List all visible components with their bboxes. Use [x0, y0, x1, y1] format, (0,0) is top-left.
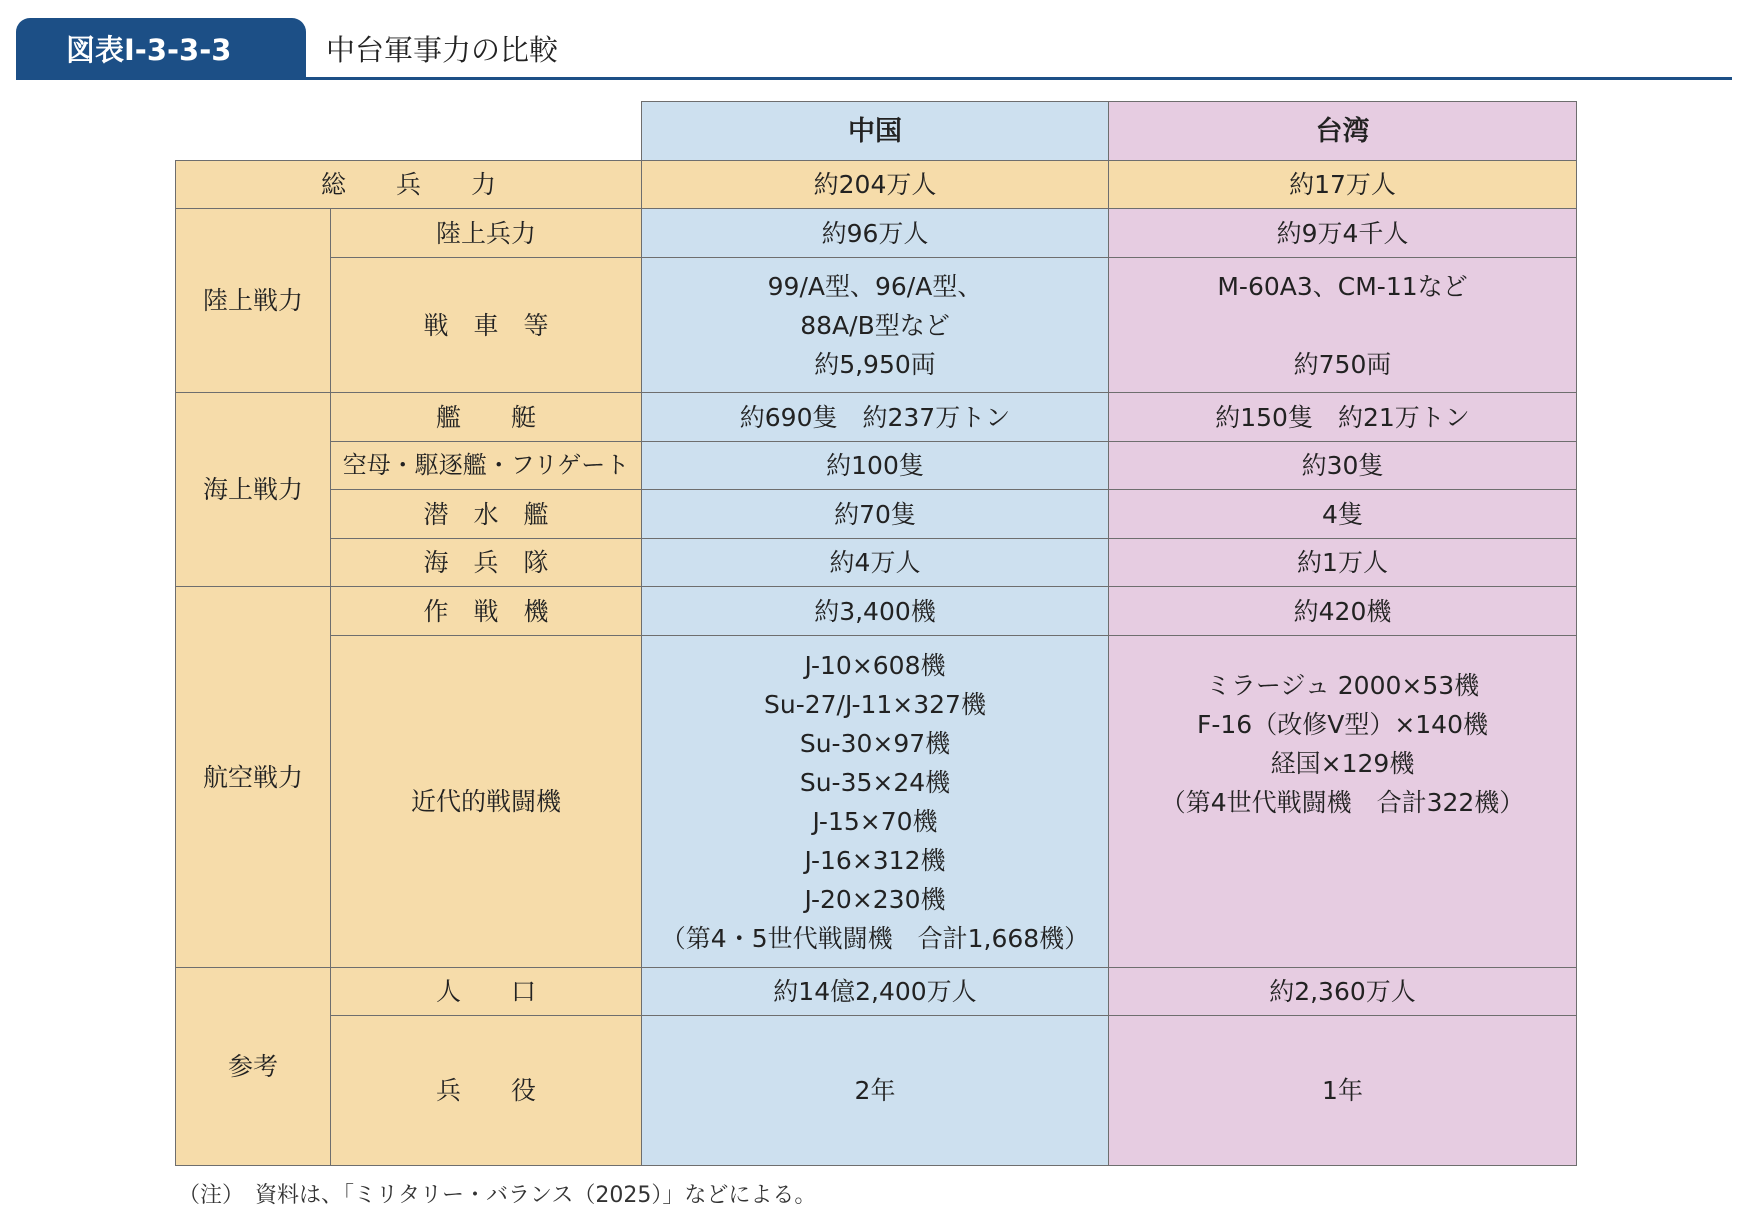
row-label-fighters: 近代的戦闘機 — [331, 636, 642, 968]
cell-marines-china: 約4万人 — [642, 539, 1109, 587]
row-label-land-troops: 陸上兵力 — [331, 209, 642, 258]
fighter-taiwan-line: ミラージュ 2000×53機 — [1205, 671, 1480, 700]
cell-total-taiwan: 約17万人 — [1109, 161, 1577, 209]
cell-marines-taiwan: 約1万人 — [1109, 539, 1577, 587]
header-rule — [16, 77, 1732, 80]
cell-carriers-china: 約100隻 — [642, 442, 1109, 490]
cell-tanks-taiwan — [1109, 258, 1577, 393]
row-label-total: 総 兵 力 — [176, 161, 642, 209]
fighter-taiwan-line: F-16（改修V型）×140機 — [1197, 710, 1488, 739]
tanks-taiwan-line: M-60A3、CM-11など — [1217, 271, 1468, 301]
cell-carriers-taiwan: 約30隻 — [1109, 442, 1577, 490]
category-air: 航空戦力 — [176, 587, 331, 968]
row-label-submarines: 潜 水 艦 — [331, 490, 642, 539]
cell-fighters-china — [642, 636, 1109, 968]
cell-fighters-taiwan — [1109, 636, 1577, 968]
row-label-vessels: 艦 艇 — [331, 393, 642, 442]
cell-submarines-taiwan: 4隻 — [1109, 490, 1577, 539]
tanks-china-line: 約5,950両 — [814, 349, 936, 379]
row-label-combat-aircraft: 作 戦 機 — [331, 587, 642, 636]
row-label-carriers: 空母・駆逐艦・フリゲート — [331, 442, 642, 490]
fighter-china-line: J-20×230機 — [804, 884, 946, 914]
cell-population-china: 約14億2,400万人 — [642, 968, 1109, 1016]
tanks-taiwan-spacer — [1109, 306, 1576, 345]
category-reference: 参考 — [176, 968, 331, 1166]
table-row — [176, 1016, 1577, 1166]
figure-header — [16, 18, 1732, 80]
cell-land-troops-taiwan: 約9万4千人 — [1109, 209, 1577, 258]
cell-combat-aircraft-china: 約3,400機 — [642, 587, 1109, 636]
fighter-china-line: Su-35×24機 — [799, 767, 951, 797]
blank-corner — [176, 102, 642, 161]
tanks-taiwan-line: 約750両 — [1293, 349, 1392, 379]
cell-tanks-china — [642, 258, 1109, 393]
comparison-table — [175, 101, 1577, 1166]
cell-population-taiwan: 約2,360万人 — [1109, 968, 1577, 1016]
fighter-taiwan-line: 経国×129機 — [1270, 749, 1415, 778]
table-row — [176, 258, 1577, 393]
fighter-taiwan-line: （第4世代戦闘機 合計322機） — [1160, 788, 1525, 817]
fighter-china-line: Su-27/J-11×327機 — [764, 689, 986, 719]
category-land: 陸上戦力 — [176, 209, 331, 393]
category-sea: 海上戦力 — [176, 393, 331, 587]
cell-land-troops-china: 約96万人 — [642, 209, 1109, 258]
cell-service-china: 2年 — [642, 1016, 1109, 1166]
table-row — [176, 490, 1577, 539]
figure-number-tab: 図表Ⅰ-3-3-3 — [16, 18, 306, 78]
table-row — [176, 539, 1577, 587]
tanks-china-line: 99/A型、96/A型、 — [767, 271, 983, 301]
column-header-china: 中国 — [642, 102, 1109, 161]
cell-combat-aircraft-taiwan: 約420機 — [1109, 587, 1577, 636]
table-row — [176, 587, 1577, 636]
row-label-marines: 海 兵 隊 — [331, 539, 642, 587]
fighter-china-line: J-16×312機 — [804, 845, 946, 875]
cell-service-taiwan: 1年 — [1109, 1016, 1577, 1166]
fighter-china-line: J-10×608機 — [804, 650, 946, 680]
table-row — [176, 209, 1577, 258]
source-note: （注） 資料は、「ミリタリー・バランス（2025）」などによる。 — [178, 1183, 817, 1208]
cell-vessels-taiwan: 約150隻 約21万トン — [1109, 393, 1577, 442]
cell-submarines-china: 約70隻 — [642, 490, 1109, 539]
table-row — [176, 161, 1577, 209]
column-header-taiwan: 台湾 — [1109, 102, 1577, 161]
fighter-china-line: （第4・5世代戦闘機 合計1,668機） — [660, 923, 1090, 953]
fighter-china-line: J-15×70機 — [812, 806, 938, 836]
cell-vessels-china: 約690隻 約237万トン — [642, 393, 1109, 442]
row-label-population: 人 口 — [331, 968, 642, 1016]
table-header-row — [176, 102, 1577, 161]
table-row — [176, 636, 1577, 968]
figure-title: 中台軍事力の比較 — [326, 33, 559, 67]
row-label-service: 兵 役 — [331, 1016, 642, 1166]
cell-total-china: 約204万人 — [642, 161, 1109, 209]
table-row — [176, 393, 1577, 442]
tanks-china-line: 88A/B型など — [800, 310, 950, 340]
table-row — [176, 968, 1577, 1016]
table-row — [176, 442, 1577, 490]
row-label-tanks: 戦 車 等 — [331, 258, 642, 393]
fighter-china-line: Su-30×97機 — [799, 728, 951, 758]
